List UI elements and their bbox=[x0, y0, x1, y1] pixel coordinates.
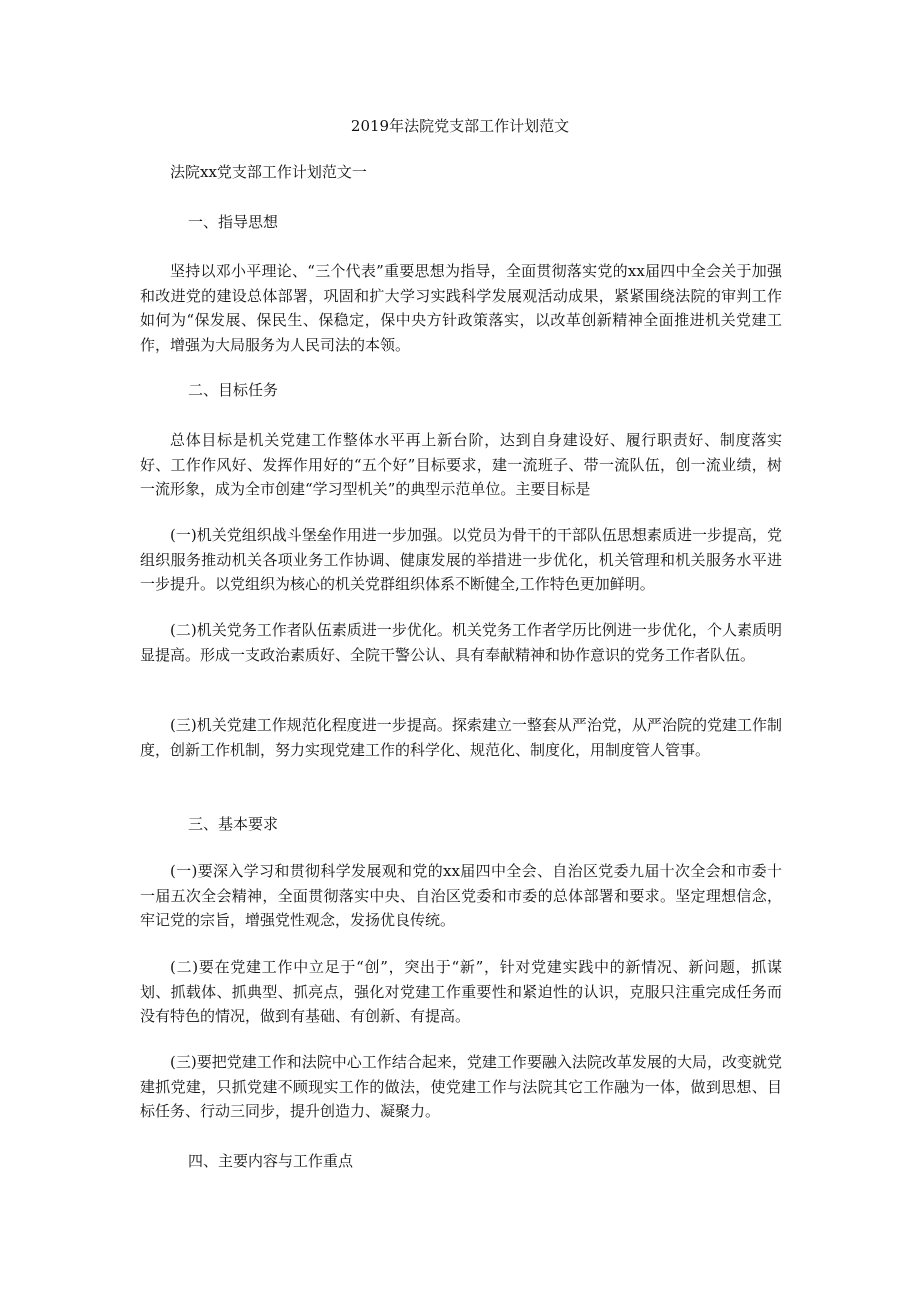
document-subtitle: 法院xx党支部工作计划范文一 bbox=[170, 163, 367, 181]
paragraph: (二)要在党建工作中立足于“创”，突出于“新”，针对党建实践中的新情况、新问题，抓谋划、抓载体、抓典型、抓亮点，强化对党建工作重要性和紧迫性的认识，克服只注重完成任务而没有特色的情况，做到有基础、有创新、有提高。 bbox=[140, 958, 782, 1025]
paragraph: (一)要深入学习和贯彻科学发展观和党的xx届四中全会、自治区党委九届十次全会和市委十一届五次全会精神，全面贯彻落实中央、自治区党委和市委的总体部署和要求。坚定理想信念，牢记党的宗旨，增强党性观念，发扬优良传统。 bbox=[140, 862, 782, 929]
paragraph: (一)机关党组织战斗堡垒作用进一步加强。以党员为骨干的干部队伍思想素质进一步提高，党组织服务推动机关各项业务工作协调、健康发展的举措进一步优化，机关管理和机关服务水平进一步提升。以党组织为核心的机关党群组织体系不断健全,工作特色更加鲜明。 bbox=[140, 526, 782, 593]
section-heading-4: 四、主要内容与工作重点 bbox=[188, 1152, 354, 1170]
paragraph: (三)机关党建工作规范化程度进一步提高。探索建立一整套从严治党，从严治院的党建工作制度，创新工作机制，努力实现党建工作的科学化、规范化、制度化，用制度管人管事。 bbox=[140, 716, 782, 759]
section-heading-1: 一、指导思想 bbox=[188, 213, 279, 231]
paragraph: 总体目标是机关党建工作整体水平再上新台阶，达到自身建设好、履行职责好、制度落实好、工作作风好、发挥作用好的“五个好”目标要求，建一流班子、带一流队伍，创一流业绩，树一流形象，成为全市创建“学习型机关”的典型示范单位。主要目标是 bbox=[140, 431, 782, 498]
paragraph: (二)机关党务工作者队伍素质进一步优化。机关党务工作者学历比例进一步优化，个人素质明显提高。形成一支政治素质好、全院干警公认、具有奉献精神和协作意识的党务工作者队伍。 bbox=[140, 621, 782, 664]
paragraph: (三)要把党建工作和法院中心工作结合起来，党建工作要融入法院改革发展的大局，改变就党建抓党建，只抓党建不顾现实工作的做法，使党建工作与法院其它工作融为一体，做到思想、目标任务、行动三同步，提升创造力、凝聚力。 bbox=[140, 1053, 782, 1120]
paragraph: 坚持以邓小平理论、“三个代表”重要思想为指导，全面贯彻落实党的xx届四中全会关于加强和改进党的建设总体部署，巩固和扩大学习实践科学发展观活动成果，紧紧围绕法院的审判工作如何为“保发展、保民生、保稳定，保中央方针政策落实，以改革创新精神全面推进机关党建工作，增强为大局服务为人民司法的本领。 bbox=[140, 262, 782, 354]
document-title: 2019年法院党支部工作计划范文 bbox=[350, 117, 570, 135]
section-heading-2: 二、目标任务 bbox=[188, 381, 279, 399]
section-heading-3: 三、基本要求 bbox=[188, 815, 279, 833]
